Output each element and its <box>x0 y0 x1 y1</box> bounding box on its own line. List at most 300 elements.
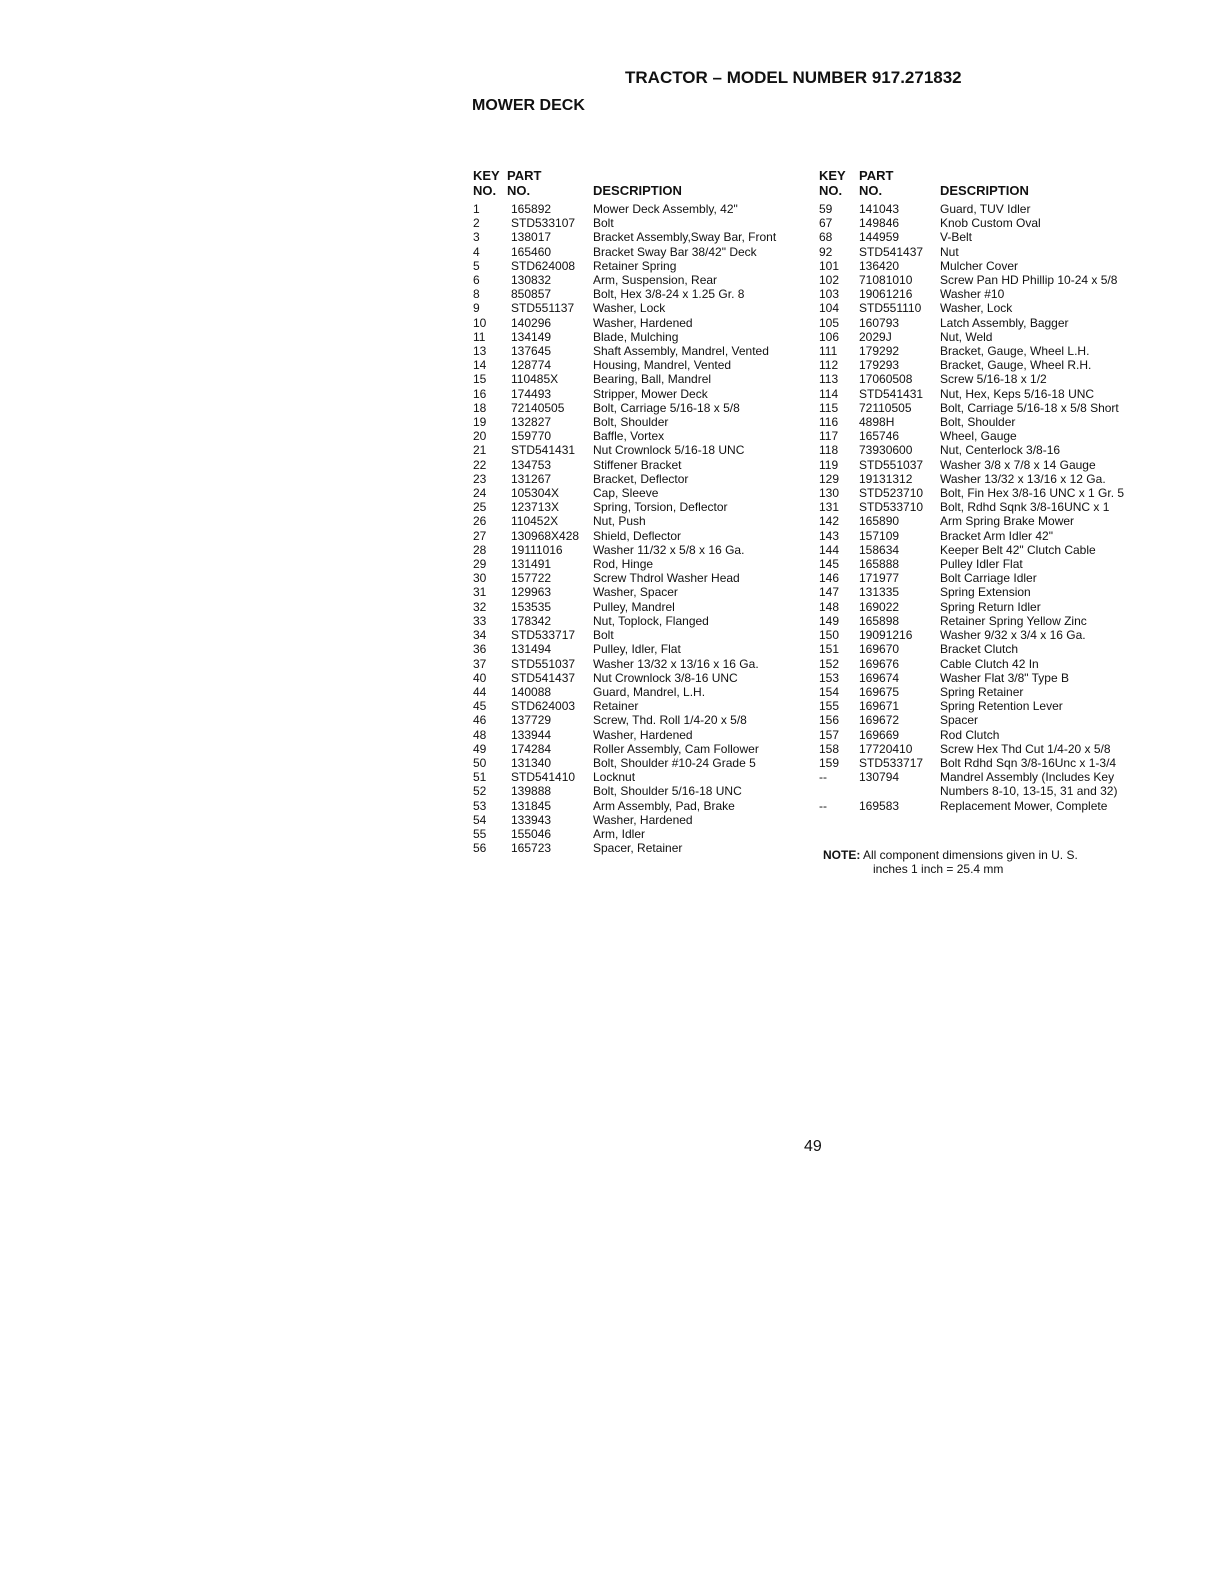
description: Cable Clutch 42 In <box>940 656 1039 671</box>
table-row <box>473 344 803 358</box>
part-number: 169669 <box>859 727 900 742</box>
key-header-1: KEY <box>819 168 846 183</box>
description: Bolt, Rdhd Sqnk 3/8-16UNC x 1 <box>940 500 1110 515</box>
note-line1: All component dimensions given in U. S. <box>863 848 1078 862</box>
part-number: 155046 <box>511 826 552 841</box>
table-row <box>473 728 803 742</box>
description: Bolt Rdhd Sqn 3/8-16Unc x 1-3/4 <box>940 755 1117 770</box>
part-number: STD624008 <box>511 258 576 273</box>
table-row <box>473 259 803 273</box>
key-number: 53 <box>473 798 487 813</box>
part-number: 134753 <box>511 457 552 472</box>
key-number: 16 <box>473 386 487 401</box>
key-number: 18 <box>473 400 487 415</box>
table-row <box>819 685 1159 699</box>
table-row <box>819 202 1159 216</box>
table-row <box>473 799 803 813</box>
table-row <box>473 330 803 344</box>
description: Shaft Assembly, Mandrel, Vented <box>593 344 769 359</box>
key-number: 14 <box>473 358 487 373</box>
part-number: STD541437 <box>859 244 924 259</box>
part-number: 132827 <box>511 415 552 430</box>
table-row <box>473 685 803 699</box>
table-row <box>819 657 1159 671</box>
part-number: 169675 <box>859 684 900 699</box>
description: Nut Crownlock 5/16-18 UNC <box>593 443 745 458</box>
part-number: 850857 <box>511 287 552 302</box>
key-number: 11 <box>473 329 486 344</box>
key-number: 156 <box>819 713 840 728</box>
part-number: STD624003 <box>511 699 576 714</box>
key-number: 3 <box>473 230 480 245</box>
table-row <box>819 529 1159 543</box>
key-number: 129 <box>819 471 840 486</box>
table-row <box>819 344 1159 358</box>
table-row <box>819 301 1159 315</box>
key-number: 150 <box>819 628 840 643</box>
part-number: 72110505 <box>859 400 912 415</box>
table-row <box>473 216 803 230</box>
part-number: 179293 <box>859 358 900 373</box>
table-row <box>819 543 1159 557</box>
description: Spacer, Retainer <box>593 841 683 856</box>
part-number: 169670 <box>859 642 900 657</box>
section-title: MOWER DECK <box>472 97 585 114</box>
description: Bracket, Deflector <box>593 471 689 486</box>
description: Washer #10 <box>940 287 1005 302</box>
part-number: 165746 <box>859 429 900 444</box>
key-number: 44 <box>473 684 487 699</box>
key-number: 22 <box>473 457 487 472</box>
note <box>823 848 1078 876</box>
key-number: 34 <box>473 628 487 643</box>
description: Washer, Hardened <box>593 727 693 742</box>
part-number: 149846 <box>859 216 900 231</box>
part-number: 138017 <box>511 230 552 245</box>
table-row <box>473 429 803 443</box>
description: Shield, Deflector <box>593 528 682 543</box>
table-row <box>819 699 1159 713</box>
description: Guard, Mandrel, L.H. <box>593 684 706 699</box>
key-number: 157 <box>819 727 840 742</box>
part-number: 160793 <box>859 315 900 330</box>
part-number: 131494 <box>511 642 552 657</box>
key-number: 21 <box>473 443 487 458</box>
table-row <box>473 458 803 472</box>
part-number: 169674 <box>859 670 900 685</box>
description: Nut <box>940 244 959 259</box>
description: Bolt, Shoulder <box>940 415 1016 430</box>
rows <box>473 202 803 855</box>
key-header-1: KEY <box>473 168 500 183</box>
key-number: 48 <box>473 727 487 742</box>
table-row <box>819 628 1159 642</box>
key-number: -- <box>819 770 827 785</box>
part-number: 165898 <box>859 613 900 628</box>
table-row <box>819 458 1159 472</box>
table-row <box>819 742 1159 756</box>
key-number: 149 <box>819 613 840 628</box>
part-number: 157109 <box>859 528 900 543</box>
key-number: 92 <box>819 244 833 259</box>
part-number: 137645 <box>511 344 552 359</box>
part-number: 141043 <box>859 202 900 216</box>
description: Retainer Spring Yellow Zinc <box>940 613 1087 628</box>
key-number: 146 <box>819 571 840 586</box>
description: Screw Thdrol Washer Head <box>593 571 740 586</box>
description: Spring Extension <box>940 585 1031 600</box>
description: Nut, Weld <box>940 329 993 344</box>
description: Nut, Hex, Keps 5/16-18 UNC <box>940 386 1095 401</box>
key-number: 29 <box>473 557 487 572</box>
part-number: 174284 <box>511 741 552 756</box>
description: Nut, Push <box>593 514 646 529</box>
part-number: 165890 <box>859 514 900 529</box>
key-number: 10 <box>473 315 487 330</box>
key-number: 32 <box>473 599 487 614</box>
key-number: 40 <box>473 670 487 685</box>
description: Washer 13/32 x 13/16 x 12 Ga. <box>940 471 1106 486</box>
table-row <box>473 387 803 401</box>
description: Bolt, Fin Hex 3/8-16 UNC x 1 Gr. 5 <box>940 486 1125 501</box>
key-number: 106 <box>819 329 840 344</box>
part-number: 140296 <box>511 315 552 330</box>
part-header-1: PART <box>507 168 542 183</box>
part-number: STD533710 <box>859 500 924 515</box>
key-number: 56 <box>473 841 487 856</box>
part-number: 131845 <box>511 798 552 813</box>
description: Pulley, Mandrel <box>593 599 675 614</box>
part-number: 159770 <box>511 429 552 444</box>
table-row <box>473 415 803 429</box>
key-number: 23 <box>473 471 487 486</box>
key-number: 27 <box>473 528 487 543</box>
part-number: STD533107 <box>511 216 576 231</box>
part-number: 130968X428 <box>511 528 580 543</box>
table-row <box>473 543 803 557</box>
description: Spring, Torsion, Deflector <box>593 500 728 515</box>
part-number: STD541431 <box>859 386 924 401</box>
key-number: 37 <box>473 656 487 671</box>
key-number: 155 <box>819 699 840 714</box>
description: Bearing, Ball, Mandrel <box>593 372 712 387</box>
description: Spring Return Idler <box>940 599 1041 614</box>
part-number: 130794 <box>859 770 900 785</box>
table-row <box>473 642 803 656</box>
part-number: 134149 <box>511 329 552 344</box>
key-number: 111 <box>819 344 838 359</box>
part-number: STD551037 <box>859 457 924 472</box>
key-number: 105 <box>819 315 840 330</box>
table-row <box>473 770 803 784</box>
table-row <box>473 841 803 855</box>
key-number: 9 <box>473 301 480 316</box>
description: Screw Hex Thd Cut 1/4-20 x 5/8 <box>940 741 1111 756</box>
part-number: 110452X <box>511 514 559 529</box>
part-number: 129963 <box>511 585 552 600</box>
key-number: 1 <box>473 202 480 216</box>
parts-table-right <box>819 168 1159 813</box>
table-row <box>819 429 1159 443</box>
table-row <box>819 486 1159 500</box>
description: Nut Crownlock 3/8-16 UNC <box>593 670 738 685</box>
key-number: 144 <box>819 542 840 557</box>
key-number: 31 <box>473 585 487 600</box>
part-number: 165888 <box>859 557 900 572</box>
key-number: 33 <box>473 613 487 628</box>
description: Nut, Toplock, Flanged <box>593 613 709 628</box>
description: Bolt, Shoulder #10-24 Grade 5 <box>593 755 756 770</box>
description: Wheel, Gauge <box>940 429 1017 444</box>
key-number: 19 <box>473 415 487 430</box>
description: Latch Assembly, Bagger <box>940 315 1069 330</box>
table-row <box>819 799 1159 813</box>
table-row <box>473 500 803 514</box>
table-row <box>473 529 803 543</box>
description: Housing, Mandrel, Vented <box>593 358 732 373</box>
part-number: 178342 <box>511 613 552 628</box>
key-number: 103 <box>819 287 840 302</box>
key-number: 143 <box>819 528 840 543</box>
key-number: 68 <box>819 230 833 245</box>
part-number: 131340 <box>511 755 552 770</box>
description: Blade, Mulching <box>593 329 679 344</box>
table-row <box>473 827 803 841</box>
table-row <box>473 628 803 642</box>
table-row <box>819 415 1159 429</box>
key-number: 147 <box>819 585 840 600</box>
part-number: 169672 <box>859 713 900 728</box>
page-number: 49 <box>804 1138 822 1155</box>
key-number: 113 <box>819 372 839 387</box>
part-number: 4898H <box>859 415 895 430</box>
description: Arm Assembly, Pad, Brake <box>593 798 735 813</box>
table-row <box>473 671 803 685</box>
part-number: 139888 <box>511 784 552 799</box>
key-number: 145 <box>819 557 840 572</box>
table-row <box>473 699 803 713</box>
table-row <box>819 500 1159 514</box>
key-number: 117 <box>819 429 839 444</box>
key-number: 13 <box>473 344 487 359</box>
description: Baffle, Vortex <box>593 429 665 444</box>
table-row <box>819 770 1159 798</box>
table-row <box>473 742 803 756</box>
key-number: 148 <box>819 599 840 614</box>
table-row <box>819 287 1159 301</box>
table-row <box>473 756 803 770</box>
description: Bolt, Carriage 5/16-18 x 5/8 <box>593 400 740 415</box>
description: Roller Assembly, Cam Follower <box>593 741 759 756</box>
key-number: 159 <box>819 755 840 770</box>
description: Bracket, Gauge, Wheel R.H. <box>940 358 1092 373</box>
table-row <box>473 657 803 671</box>
description-header: DESCRIPTION <box>593 183 682 198</box>
description: Arm, Suspension, Rear <box>593 273 718 288</box>
description: Rod, Hinge <box>593 557 654 572</box>
part-header-1: PART <box>859 168 894 183</box>
part-number: 165723 <box>511 841 552 856</box>
table-row <box>473 585 803 599</box>
description: Retainer Spring <box>593 258 677 273</box>
description: Arm Spring Brake Mower <box>940 514 1075 529</box>
part-number: 110485X <box>511 372 559 387</box>
table-row <box>819 316 1159 330</box>
key-number: 119 <box>819 457 839 472</box>
description: Spacer <box>940 713 979 728</box>
key-number: 45 <box>473 699 487 714</box>
key-number: 115 <box>819 400 839 415</box>
description: Keeper Belt 42" Clutch Cable <box>940 542 1096 557</box>
part-number: 140088 <box>511 684 552 699</box>
description: Spring Retainer <box>940 684 1024 699</box>
part-header-2: NO. <box>507 183 531 198</box>
table-row <box>819 358 1159 372</box>
key-number: 101 <box>819 258 840 273</box>
description: Washer, Hardened <box>593 812 693 827</box>
table-header <box>819 168 1159 202</box>
table-row <box>819 713 1159 727</box>
part-number: 137729 <box>511 713 552 728</box>
rows <box>819 202 1159 813</box>
part-number: 133943 <box>511 812 552 827</box>
page-title: TRACTOR – MODEL NUMBER 917.271832 <box>625 68 962 87</box>
table-row <box>819 401 1159 415</box>
table-row <box>473 316 803 330</box>
part-header-2: NO. <box>859 183 883 198</box>
key-number: 154 <box>819 684 840 699</box>
key-number: 20 <box>473 429 487 444</box>
table-row <box>473 358 803 372</box>
part-number: 131491 <box>511 557 552 572</box>
description: Cap, Sleeve <box>593 486 659 501</box>
table-row <box>473 486 803 500</box>
part-number: 133944 <box>511 727 552 742</box>
key-number: 102 <box>819 273 840 288</box>
part-number: 169671 <box>859 699 900 714</box>
table-row <box>819 671 1159 685</box>
description: Knob Custom Oval <box>940 216 1041 231</box>
key-number: 152 <box>819 656 840 671</box>
part-number: 169583 <box>859 798 900 813</box>
key-number: -- <box>819 798 827 813</box>
part-number: 17060508 <box>859 372 913 387</box>
table-row <box>819 372 1159 386</box>
table-row <box>473 784 803 798</box>
key-number: 112 <box>819 358 839 373</box>
part-number: 144959 <box>859 230 900 245</box>
description: Bolt <box>593 216 614 231</box>
part-number: 17720410 <box>859 741 913 756</box>
key-number: 24 <box>473 486 487 501</box>
table-row <box>819 472 1159 486</box>
key-number: 2 <box>473 216 480 231</box>
description: Guard, TUV Idler <box>940 202 1031 216</box>
part-number: 165892 <box>511 202 552 216</box>
table-row <box>473 472 803 486</box>
key-number: 55 <box>473 826 487 841</box>
description: Spring Retention Lever <box>940 699 1063 714</box>
description: Washer 9/32 x 3/4 x 16 Ga. <box>940 628 1086 643</box>
description: Locknut <box>593 770 636 785</box>
part-number: 130832 <box>511 273 552 288</box>
description: Arm, Idler <box>593 826 646 841</box>
part-number: 153535 <box>511 599 552 614</box>
part-number: STD533717 <box>859 755 924 770</box>
table-row <box>473 713 803 727</box>
part-number: STD551137 <box>511 301 575 316</box>
key-number: 5 <box>473 258 480 273</box>
description: Rod Clutch <box>940 727 1000 742</box>
description: Nut, Centerlock 3/8-16 <box>940 443 1061 458</box>
note-label: NOTE: <box>823 848 861 862</box>
table-row <box>473 273 803 287</box>
table-row <box>473 813 803 827</box>
part-number: 169676 <box>859 656 900 671</box>
table-row <box>819 443 1159 457</box>
key-number: 151 <box>819 642 840 657</box>
table-row <box>473 372 803 386</box>
table-row <box>473 401 803 415</box>
key-number: 118 <box>819 443 839 458</box>
part-number: 157722 <box>511 571 552 586</box>
key-number: 59 <box>819 202 833 216</box>
description: Washer, Hardened <box>593 315 693 330</box>
table-row <box>819 216 1159 230</box>
part-number: 131335 <box>859 585 900 600</box>
table-row <box>819 728 1159 742</box>
key-number: 36 <box>473 642 487 657</box>
table-row <box>819 230 1159 244</box>
description: Bolt, Shoulder 5/16-18 UNC <box>593 784 742 799</box>
part-number: 169022 <box>859 599 900 614</box>
description: Replacement Mower, Complete <box>940 798 1108 813</box>
key-number: 153 <box>819 670 840 685</box>
description: Bolt Carriage Idler <box>940 571 1037 586</box>
description: Bolt <box>593 628 614 643</box>
key-header-2: NO. <box>473 183 497 198</box>
part-number: 136420 <box>859 258 900 273</box>
part-number: 19111016 <box>511 542 563 557</box>
description: Screw 5/16-18 x 1/2 <box>940 372 1047 387</box>
key-number: 28 <box>473 542 487 557</box>
description: Mandrel Assembly (Includes Key Numbers 8-10, 13-15, 31 and 32) <box>940 770 1118 799</box>
key-number: 142 <box>819 514 840 529</box>
key-number: 49 <box>473 741 487 756</box>
table-row <box>819 387 1159 401</box>
table-row <box>819 273 1159 287</box>
key-number: 116 <box>819 415 839 430</box>
table-row <box>473 202 803 216</box>
description: Retainer <box>593 699 639 714</box>
part-number: 105304X <box>511 486 560 501</box>
table-row <box>473 245 803 259</box>
table-row <box>473 514 803 528</box>
description: Screw Pan HD Phillip 10-24 x 5/8 <box>940 273 1118 288</box>
description: Mulcher Cover <box>940 258 1019 273</box>
table-header <box>473 168 803 202</box>
part-number: STD551110 <box>859 301 922 316</box>
part-number: 171977 <box>859 571 900 586</box>
description: Pulley Idler Flat <box>940 557 1023 572</box>
table-row <box>473 230 803 244</box>
part-number: STD541437 <box>511 670 576 685</box>
description: Screw, Thd. Roll 1/4-20 x 5/8 <box>593 713 747 728</box>
key-number: 50 <box>473 755 487 770</box>
key-number: 131 <box>819 500 840 515</box>
key-header-2: NO. <box>819 183 843 198</box>
part-number: 128774 <box>511 358 552 373</box>
